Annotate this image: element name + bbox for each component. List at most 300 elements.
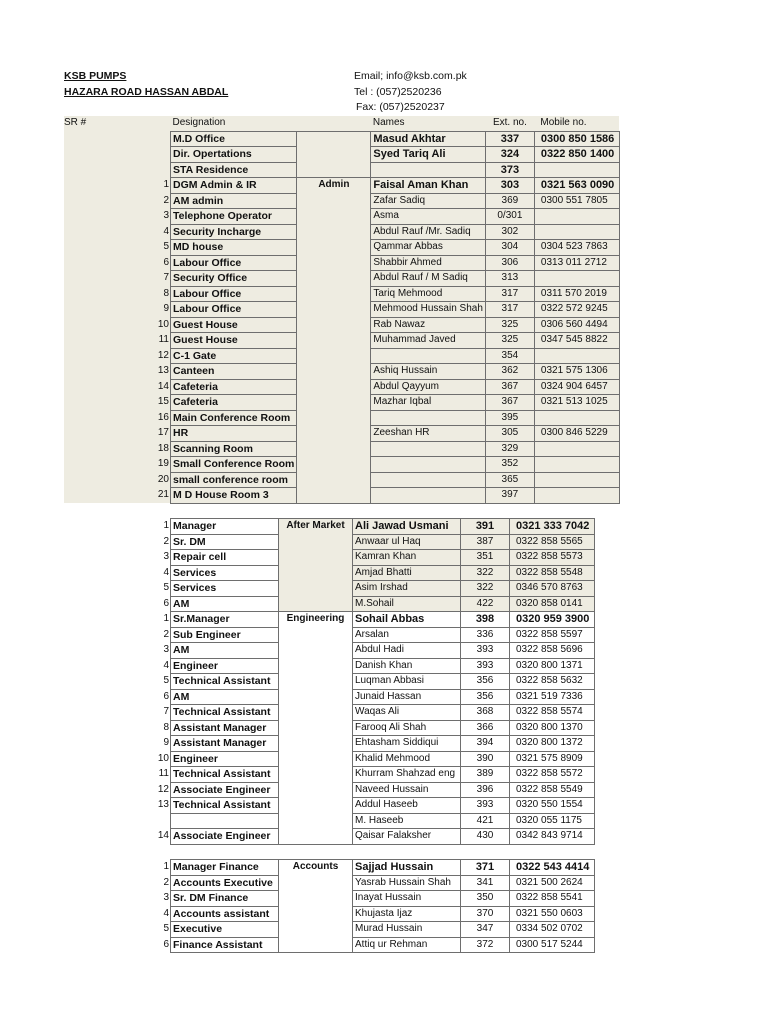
row-department	[297, 193, 371, 209]
row-ext: 337	[485, 131, 534, 147]
table-row	[64, 720, 595, 736]
table-row	[64, 209, 619, 225]
table-row	[64, 581, 595, 597]
row-ext: 368	[461, 705, 510, 721]
contact-tel: Tel : (057)2520236	[354, 85, 442, 98]
row-ext: 396	[461, 782, 510, 798]
row-name: Luqman Abbasi	[353, 674, 461, 690]
aftermarket-engineering-table	[64, 518, 595, 845]
table-row	[64, 922, 595, 938]
row-mobile: 0321 500 2624	[510, 875, 595, 891]
table-row	[64, 875, 595, 891]
row-department	[297, 457, 371, 473]
row-ext: 325	[485, 317, 534, 333]
row-ext: 350	[461, 891, 510, 907]
row-designation: Engineer	[171, 751, 279, 767]
row-department	[279, 674, 353, 690]
col-designation: Designation	[171, 116, 297, 131]
row-ext: 304	[485, 240, 534, 256]
row-designation: Technical Assistant	[171, 798, 279, 814]
row-mobile: 0347 545 8822	[534, 333, 619, 349]
row-sr: 5	[64, 581, 171, 597]
row-mobile: 0322 858 5574	[510, 705, 595, 721]
row-designation: Labour Office	[171, 255, 297, 271]
row-designation: MD house	[171, 240, 297, 256]
row-name: Mehmood Hussain Shah	[371, 302, 486, 318]
row-ext: 422	[461, 596, 510, 612]
department-label: Engineering	[279, 612, 353, 628]
row-ext: 398	[461, 612, 510, 628]
row-department	[279, 627, 353, 643]
row-designation: Telephone Operator	[171, 209, 297, 225]
row-mobile: 0322 858 5632	[510, 674, 595, 690]
table-row	[64, 178, 619, 194]
row-name: Naveed Hussain	[353, 782, 461, 798]
department-label: Admin	[297, 178, 371, 194]
row-name: Farooq Ali Shah	[353, 720, 461, 736]
table-row	[64, 286, 619, 302]
row-designation: Scanning Room	[171, 441, 297, 457]
table-row	[64, 271, 619, 287]
row-mobile: 0300 517 5244	[510, 937, 595, 953]
row-mobile	[534, 271, 619, 287]
row-department	[297, 209, 371, 225]
row-name: Faisal Aman Khan	[371, 178, 486, 194]
row-mobile: 0321 563 0090	[534, 178, 619, 194]
row-designation: Canteen	[171, 364, 297, 380]
table-row	[64, 302, 619, 318]
row-mobile: 0322 858 5549	[510, 782, 595, 798]
table-row	[64, 224, 619, 240]
row-designation: DGM Admin & IR	[171, 178, 297, 194]
table-row	[64, 333, 619, 349]
row-mobile: 0313 011 2712	[534, 255, 619, 271]
row-department	[297, 147, 371, 163]
row-name: Addul Haseeb	[353, 798, 461, 814]
row-ext: 325	[485, 333, 534, 349]
table-row	[64, 906, 595, 922]
row-sr: 11	[64, 333, 171, 349]
row-sr: 19	[64, 457, 171, 473]
row-mobile: 0322 858 5597	[510, 627, 595, 643]
row-mobile	[534, 488, 619, 504]
table-row	[64, 767, 595, 783]
table-row	[64, 534, 595, 550]
row-name: Yasrab Hussain Shah	[353, 875, 461, 891]
row-designation: STA Residence	[171, 162, 297, 178]
row-sr: 6	[64, 596, 171, 612]
row-designation: Accounts assistant	[171, 906, 279, 922]
row-mobile: 0321 575 1306	[534, 364, 619, 380]
row-department	[279, 937, 353, 953]
row-mobile: 0320 858 0141	[510, 596, 595, 612]
row-sr	[64, 147, 171, 163]
department-label: After Market	[279, 519, 353, 535]
row-sr: 2	[64, 193, 171, 209]
row-name	[371, 348, 486, 364]
row-designation: small conference room	[171, 472, 297, 488]
row-mobile: 0320 800 1372	[510, 736, 595, 752]
row-designation	[171, 813, 279, 829]
row-designation: Services	[171, 581, 279, 597]
row-sr: 3	[64, 643, 171, 659]
table-row	[64, 317, 619, 333]
row-mobile: 0321 513 1025	[534, 395, 619, 411]
row-department	[297, 379, 371, 395]
row-sr: 7	[64, 705, 171, 721]
table-row	[64, 131, 619, 147]
row-department	[279, 736, 353, 752]
row-ext: 389	[461, 767, 510, 783]
row-name	[371, 472, 486, 488]
table-row	[64, 240, 619, 256]
row-sr: 5	[64, 922, 171, 938]
row-name: Abdul Hadi	[353, 643, 461, 659]
table-row	[64, 674, 595, 690]
row-ext: 303	[485, 178, 534, 194]
table-row	[64, 891, 595, 907]
row-designation: Repair cell	[171, 550, 279, 566]
row-ext: 390	[461, 751, 510, 767]
row-designation: Main Conference Room	[171, 410, 297, 426]
row-sr: 3	[64, 550, 171, 566]
row-department	[297, 441, 371, 457]
row-designation: Dir. Opertations	[171, 147, 297, 163]
row-department	[297, 302, 371, 318]
row-sr: 2	[64, 534, 171, 550]
row-sr: 21	[64, 488, 171, 504]
row-department	[297, 488, 371, 504]
row-sr: 5	[64, 674, 171, 690]
row-designation: Cafeteria	[171, 379, 297, 395]
row-department	[297, 364, 371, 380]
admin-table	[64, 116, 620, 504]
row-designation: AM admin	[171, 193, 297, 209]
company-header	[64, 69, 228, 100]
row-sr: 9	[64, 736, 171, 752]
row-sr	[64, 131, 171, 147]
row-name: Asim Irshad	[353, 581, 461, 597]
row-designation: Sr. DM Finance	[171, 891, 279, 907]
table-row	[64, 472, 619, 488]
row-mobile: 0311 570 2019	[534, 286, 619, 302]
row-mobile: 0322 858 5548	[510, 565, 595, 581]
row-sr: 9	[64, 302, 171, 318]
table-row	[64, 798, 595, 814]
row-name: Murad Hussain	[353, 922, 461, 938]
row-mobile: 0320 800 1370	[510, 720, 595, 736]
row-name: Masud Akhtar	[371, 131, 486, 147]
row-department	[279, 767, 353, 783]
row-ext: 393	[461, 798, 510, 814]
row-mobile: 0320 959 3900	[510, 612, 595, 628]
row-designation: M D House Room 3	[171, 488, 297, 504]
row-name: Sajjad Hussain	[353, 860, 461, 876]
row-mobile	[534, 224, 619, 240]
table-row	[64, 705, 595, 721]
row-name: Waqas Ali	[353, 705, 461, 721]
row-department	[297, 333, 371, 349]
row-mobile	[534, 162, 619, 178]
col-names: Names	[371, 116, 486, 131]
row-mobile: 0322 850 1400	[534, 147, 619, 163]
row-mobile: 0346 570 8763	[510, 581, 595, 597]
row-ext: 393	[461, 643, 510, 659]
row-department	[279, 550, 353, 566]
row-mobile: 0322 858 5573	[510, 550, 595, 566]
contact-email: Email; info@ksb.com.pk	[354, 70, 467, 82]
row-department	[297, 317, 371, 333]
table-row	[64, 147, 619, 163]
table-row	[64, 860, 595, 876]
row-department	[279, 565, 353, 581]
row-ext: 370	[461, 906, 510, 922]
row-name: Attiq ur Rehman	[353, 937, 461, 953]
row-department	[297, 395, 371, 411]
row-designation: Finance Assistant	[171, 937, 279, 953]
company-address: HAZARA ROAD HASSAN ABDAL	[64, 85, 229, 98]
row-mobile: 0322 858 5696	[510, 643, 595, 659]
table-row	[64, 937, 595, 953]
row-ext: 351	[461, 550, 510, 566]
row-department	[279, 534, 353, 550]
row-ext: 0/301	[485, 209, 534, 225]
row-name: Zeeshan HR	[371, 426, 486, 442]
table-row	[64, 193, 619, 209]
row-mobile: 0321 575 8909	[510, 751, 595, 767]
row-department	[297, 255, 371, 271]
row-ext: 372	[461, 937, 510, 953]
row-name: Kamran Khan	[353, 550, 461, 566]
row-ext: 395	[485, 410, 534, 426]
table-row	[64, 457, 619, 473]
table-row	[64, 364, 619, 380]
row-department	[279, 875, 353, 891]
row-mobile	[534, 472, 619, 488]
row-mobile: 0334 502 0702	[510, 922, 595, 938]
row-ext: 329	[485, 441, 534, 457]
contact-fax: Fax: (057)2520237	[356, 101, 445, 113]
row-designation: Technical Assistant	[171, 705, 279, 721]
row-name: M.Sohail	[353, 596, 461, 612]
row-designation: AM	[171, 689, 279, 705]
row-ext: 367	[485, 379, 534, 395]
row-mobile: 0322 858 5541	[510, 891, 595, 907]
row-name: Ali Jawad Usmani	[353, 519, 461, 535]
col-mobile: Mobile no.	[534, 116, 619, 131]
row-sr: 2	[64, 875, 171, 891]
row-designation: Manager	[171, 519, 279, 535]
row-name: Abdul Qayyum	[371, 379, 486, 395]
row-sr: 6	[64, 937, 171, 953]
row-name: Amjad Bhatti	[353, 565, 461, 581]
row-sr: 8	[64, 720, 171, 736]
row-sr: 2	[64, 627, 171, 643]
row-sr: 6	[64, 689, 171, 705]
row-sr: 5	[64, 240, 171, 256]
row-ext: 306	[485, 255, 534, 271]
row-sr: 12	[64, 782, 171, 798]
row-designation: Manager Finance	[171, 860, 279, 876]
row-ext: 347	[461, 922, 510, 938]
row-name: Inayat Hussain	[353, 891, 461, 907]
row-ext: 317	[485, 286, 534, 302]
table-row	[64, 426, 619, 442]
row-name: Asma	[371, 209, 486, 225]
table-row	[64, 519, 595, 535]
row-department	[297, 162, 371, 178]
row-sr: 3	[64, 891, 171, 907]
table-row	[64, 658, 595, 674]
table-row	[64, 751, 595, 767]
row-name: Khalid Mehmood	[353, 751, 461, 767]
row-designation: Assistant Manager	[171, 720, 279, 736]
row-department	[297, 131, 371, 147]
row-sr: 17	[64, 426, 171, 442]
row-mobile: 0320 800 1371	[510, 658, 595, 674]
row-sr	[64, 813, 171, 829]
row-mobile: 0324 904 6457	[534, 379, 619, 395]
row-designation: AM	[171, 643, 279, 659]
row-name: Arsalan	[353, 627, 461, 643]
row-mobile: 0321 550 0603	[510, 906, 595, 922]
row-name: Khujasta Ijaz	[353, 906, 461, 922]
col-sr: SR #	[64, 116, 171, 131]
row-department	[279, 813, 353, 829]
row-ext: 371	[461, 860, 510, 876]
row-sr: 4	[64, 565, 171, 581]
department-label: Accounts	[279, 860, 353, 876]
row-sr: 12	[64, 348, 171, 364]
row-mobile: 0321 519 7336	[510, 689, 595, 705]
table-row	[64, 162, 619, 178]
row-name	[371, 410, 486, 426]
row-mobile	[534, 348, 619, 364]
row-designation: Technical Assistant	[171, 674, 279, 690]
row-designation: Services	[171, 565, 279, 581]
row-designation: Associate Engineer	[171, 782, 279, 798]
table-row	[64, 395, 619, 411]
row-department	[279, 720, 353, 736]
table-row	[64, 255, 619, 271]
row-designation: AM	[171, 596, 279, 612]
table-row	[64, 410, 619, 426]
row-mobile	[534, 410, 619, 426]
row-designation: HR	[171, 426, 297, 442]
row-department	[279, 922, 353, 938]
row-mobile: 0300 551 7805	[534, 193, 619, 209]
row-ext: 305	[485, 426, 534, 442]
row-sr: 1	[64, 519, 171, 535]
row-designation: Security Office	[171, 271, 297, 287]
row-ext: 387	[461, 534, 510, 550]
table-row	[64, 348, 619, 364]
row-name: Zafar Sadiq	[371, 193, 486, 209]
row-ext: 397	[485, 488, 534, 504]
table-row	[64, 813, 595, 829]
row-designation: Labour Office	[171, 302, 297, 318]
row-ext: 302	[485, 224, 534, 240]
row-department	[297, 271, 371, 287]
row-name: Abdul Rauf /Mr. Sadiq	[371, 224, 486, 240]
row-ext: 322	[461, 565, 510, 581]
row-department	[297, 224, 371, 240]
row-name: Khurram Shahzad eng	[353, 767, 461, 783]
row-mobile: 0304 523 7863	[534, 240, 619, 256]
row-designation: C-1 Gate	[171, 348, 297, 364]
row-mobile: 0300 850 1586	[534, 131, 619, 147]
row-ext: 352	[485, 457, 534, 473]
row-ext: 356	[461, 689, 510, 705]
row-department	[297, 410, 371, 426]
row-mobile: 0322 858 5572	[510, 767, 595, 783]
table-row	[64, 550, 595, 566]
row-ext: 356	[461, 674, 510, 690]
row-department	[279, 705, 353, 721]
row-name: Tariq Mehmood	[371, 286, 486, 302]
row-name: Ashiq Hussain	[371, 364, 486, 380]
row-department	[297, 240, 371, 256]
row-ext: 391	[461, 519, 510, 535]
row-designation: Sr.Manager	[171, 612, 279, 628]
row-designation: Cafeteria	[171, 395, 297, 411]
row-department	[279, 596, 353, 612]
row-sr: 6	[64, 255, 171, 271]
row-mobile: 0300 846 5229	[534, 426, 619, 442]
row-name: M. Haseeb	[353, 813, 461, 829]
table-row	[64, 627, 595, 643]
table-row	[64, 736, 595, 752]
row-mobile	[534, 457, 619, 473]
contact-block	[354, 69, 467, 116]
row-designation: Sr. DM	[171, 534, 279, 550]
row-ext: 394	[461, 736, 510, 752]
row-sr: 10	[64, 317, 171, 333]
row-department	[279, 658, 353, 674]
table-row	[64, 782, 595, 798]
row-sr: 13	[64, 364, 171, 380]
row-sr: 16	[64, 410, 171, 426]
row-mobile: 0320 550 1554	[510, 798, 595, 814]
row-name: Danish Khan	[353, 658, 461, 674]
row-designation: Labour Office	[171, 286, 297, 302]
row-department	[279, 798, 353, 814]
row-name: Syed Tariq Ali	[371, 147, 486, 163]
table-row	[64, 643, 595, 659]
row-sr: 1	[64, 612, 171, 628]
row-sr: 14	[64, 379, 171, 395]
row-ext: 366	[461, 720, 510, 736]
row-ext: 324	[485, 147, 534, 163]
row-department	[279, 689, 353, 705]
row-ext: 322	[461, 581, 510, 597]
row-ext: 393	[461, 658, 510, 674]
row-name	[371, 162, 486, 178]
row-sr: 4	[64, 906, 171, 922]
row-designation: Technical Assistant	[171, 767, 279, 783]
table-row	[64, 441, 619, 457]
row-sr: 11	[64, 767, 171, 783]
row-ext: 430	[461, 829, 510, 845]
row-sr	[64, 162, 171, 178]
row-name: Muhammad Javed	[371, 333, 486, 349]
row-sr: 4	[64, 224, 171, 240]
row-designation: Associate Engineer	[171, 829, 279, 845]
row-sr: 10	[64, 751, 171, 767]
row-mobile: 0320 055 1175	[510, 813, 595, 829]
col-ext: Ext. no.	[485, 116, 534, 131]
row-department	[297, 286, 371, 302]
